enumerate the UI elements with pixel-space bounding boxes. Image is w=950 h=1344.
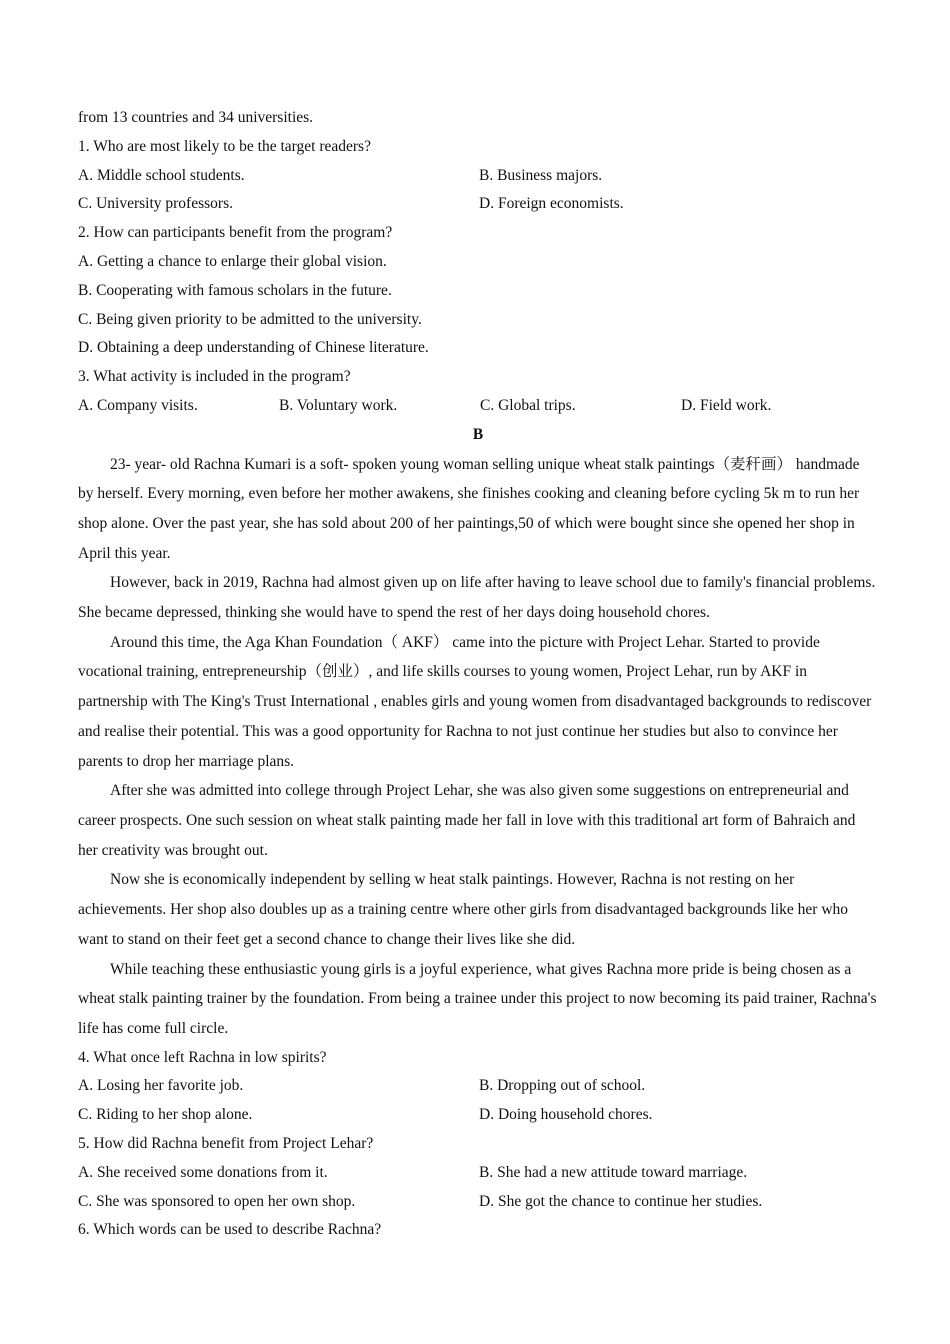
q1-option-a: A. Middle school students. bbox=[78, 166, 245, 184]
q1-options-row-1 bbox=[78, 162, 878, 191]
q5-options-row-1 bbox=[78, 1159, 878, 1188]
q2-option-c: C. Being given priority to be admitted to the university. bbox=[78, 310, 422, 328]
q3-option-b: B. Voluntary work. bbox=[279, 396, 398, 414]
passage-b-paragraph-3: Around this time, the Aga Khan Foundation（ AKF） came into the picture with Project Lehar. Started to provide vocational training, entrepreneurship（创业）, and life skills courses to young women, Project Lehar, run by AKF in partnership with The King's Trust International , enables girls and young women from disadvantaged backgrounds to rediscover and realise their potential. This was a good opportunity for Rachna to not just continue her studies but also to convince her parents to drop her marriage plans. bbox=[78, 633, 872, 770]
question-3: 3. What activity is included in the program? bbox=[78, 368, 351, 386]
q4-option-c: C. Riding to her shop alone. bbox=[78, 1106, 253, 1124]
q2-option-d: D. Obtaining a deep understanding of Chinese literature. bbox=[78, 339, 429, 357]
q4-options-row-1 bbox=[78, 1072, 878, 1101]
q1-options-row-2 bbox=[78, 190, 878, 219]
q5-option-a: A. She received some donations from it. bbox=[78, 1163, 328, 1181]
q3-option-c: C. Global trips. bbox=[480, 396, 576, 414]
q5-options-row-2 bbox=[78, 1188, 878, 1217]
section-b-heading: B bbox=[472, 425, 484, 443]
q2-option-a: A. Getting a chance to enlarge their global vision. bbox=[78, 252, 387, 270]
passage-b-paragraph-6: While teaching these enthusiastic young girls is a joyful experience, what gives Rachna more pride is being chosen as a wheat stalk painting trainer by the foundation. From being a trainee under this project to now becoming its paid trainer, Rachna's life has come full circle. bbox=[78, 960, 877, 1037]
question-1: 1. Who are most likely to be the target readers? bbox=[78, 137, 371, 155]
q2-option-b: B. Cooperating with famous scholars in the future. bbox=[78, 281, 392, 299]
passage-b-paragraph-1: 23- year- old Rachna Kumari is a soft- spoken young woman selling unique wheat stalk paintings（麦秆画） handmade by herself. Every morning, even before her mother awakens, she finishes cooking and cleaning before cycling 5k m to run her shop alone. Over the past year, she has sold about 200 of her paintings,50 of which were bought since she opened her shop in April this year. bbox=[78, 455, 860, 562]
question-4: 4. What once left Rachna in low spirits? bbox=[78, 1048, 327, 1066]
q4-options-row-2 bbox=[78, 1101, 878, 1130]
q3-option-d: D. Field work. bbox=[681, 396, 772, 414]
question-5: 5. How did Rachna benefit from Project Lehar? bbox=[78, 1135, 374, 1153]
q1-option-d: D. Foreign economists. bbox=[479, 195, 624, 213]
q5-option-d: D. She got the chance to continue her studies. bbox=[479, 1192, 763, 1210]
intro-tail-text: from 13 countries and 34 universities. bbox=[78, 109, 314, 126]
question-6: 6. Which words can be used to describe Rachna? bbox=[78, 1221, 382, 1239]
passage-b-paragraph-2: However, back in 2019, Rachna had almost given up on life after having to leave school due to family's financial problems. She became depressed, thinking she would have to spend the rest of her days doing household chores. bbox=[78, 574, 876, 622]
passage-b-paragraph-4: After she was admitted into college through Project Lehar, she was also given some suggestions on entrepreneurial and career prospects. One such session on wheat stalk painting made her fall in love with this traditional art form of Bahraich and her creativity was brought out. bbox=[78, 782, 856, 859]
q4-option-d: D. Doing household chores. bbox=[479, 1106, 653, 1124]
q3-option-a: A. Company visits. bbox=[78, 396, 198, 414]
q4-option-a: A. Losing her favorite job. bbox=[78, 1077, 244, 1095]
q5-option-b: B. She had a new attitude toward marriage. bbox=[479, 1163, 748, 1181]
question-2: 2. How can participants benefit from the program? bbox=[78, 224, 393, 242]
passage-b-paragraph-5: Now she is economically independent by selling w heat stalk paintings. However, Rachna is not resting on her achievements. Her shop also doubles up as a training centre where other girls from disadvantaged backgrounds like her who want to stand on their feet get a second chance to change their lives like she did. bbox=[78, 871, 849, 948]
q4-option-b: B. Dropping out of school. bbox=[479, 1077, 646, 1095]
q3-options-row bbox=[78, 392, 878, 421]
q1-option-b: B. Business majors. bbox=[479, 166, 603, 184]
q5-option-c: C. She was sponsored to open her own shop. bbox=[78, 1192, 356, 1210]
q1-option-c: C. University professors. bbox=[78, 195, 233, 213]
document-page bbox=[78, 104, 878, 1245]
